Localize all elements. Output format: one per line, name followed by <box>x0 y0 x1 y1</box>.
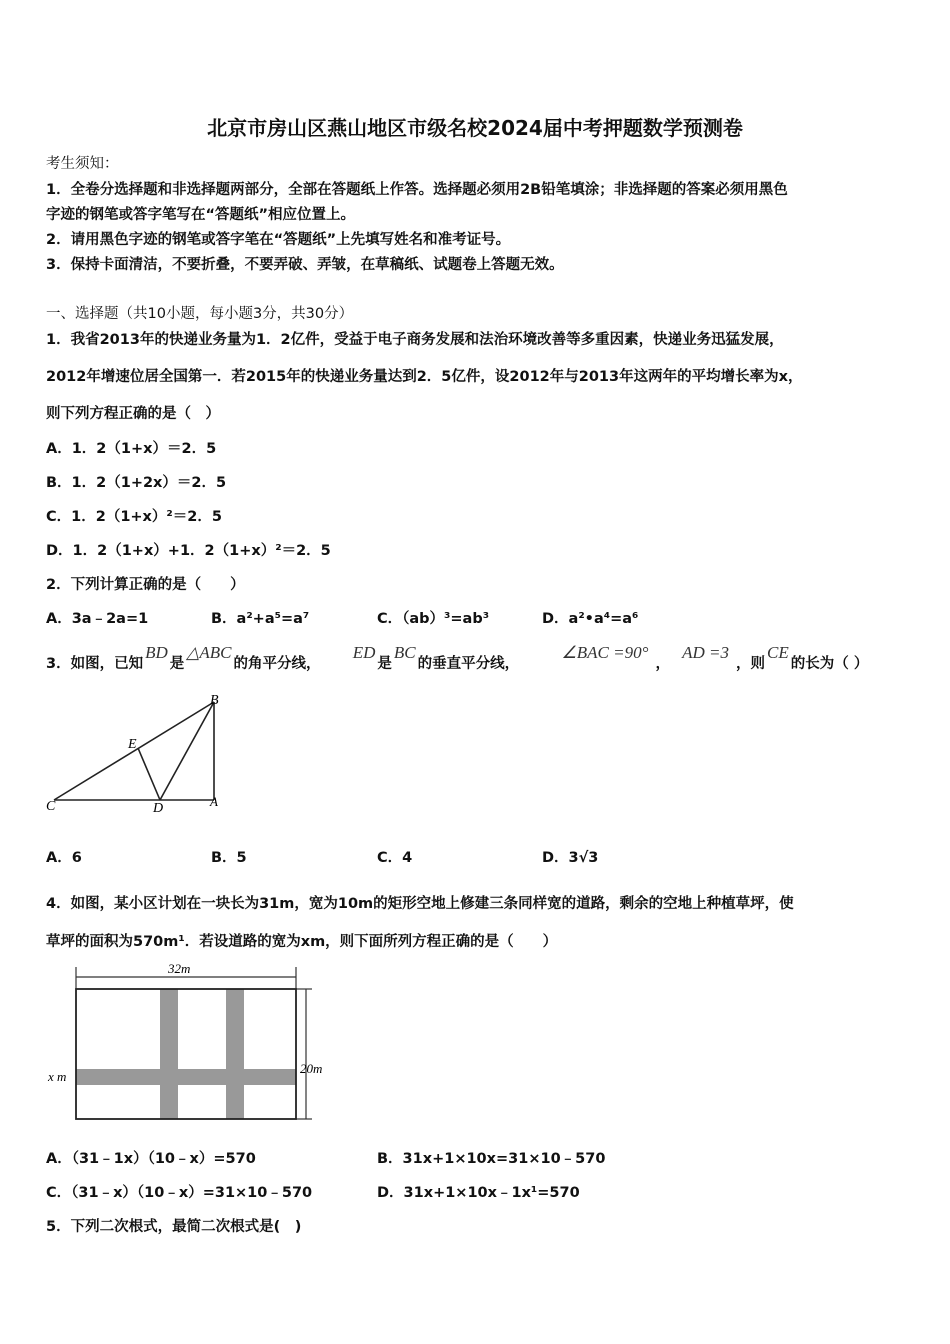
text: 是 <box>377 656 392 672</box>
text: ， <box>655 656 670 672</box>
q1-option-b: B．1．2（1+2x）＝2．5 <box>46 475 227 491</box>
q4-option-d: D．31x+1×10x﹣1x¹=570 <box>377 1185 580 1201</box>
q1-option-d: D．1．2（1+x）+1．2（1+x）²＝2．5 <box>46 543 331 559</box>
math: AD =3 <box>682 643 729 662</box>
math: ED <box>352 643 376 662</box>
q2-option-c: C．（ab）³=ab³ <box>377 611 490 627</box>
q2-option-a: A．3a﹣2a=1 <box>46 611 149 627</box>
q4-option-c: C．（31﹣x）（10﹣x）=31×10﹣570 <box>46 1185 313 1201</box>
text: 的垂直平分线， <box>417 656 520 672</box>
q1-stem: 1．我省2013年的快递业务量为1．2亿件，受益于电子商务发展和法治环境改善等多重因素，快递业务迅猛发展， <box>46 332 784 348</box>
q2-option-b: B．a²+a⁵=a⁷ <box>211 611 310 627</box>
q2-option-d: D．a²•a⁴=a⁶ <box>542 611 639 627</box>
q3-option-b: B．5 <box>211 850 247 866</box>
notice-line: 2．请用黑色字迹的钢笔或答字笔在“答题纸”上先填写姓名和准考证号。 <box>46 232 511 248</box>
q5-stem: 5．下列二次根式，最简二次根式是( ) <box>46 1219 302 1235</box>
q1-option-c: C．1．2（1+x）²＝2．5 <box>46 509 222 525</box>
math: BC <box>393 643 416 662</box>
q4-option-b: B．31x+1×10x=31×10﹣570 <box>377 1151 606 1167</box>
text: 的长为（ ） <box>790 656 869 672</box>
q3-stem <box>46 643 869 673</box>
q4-option-a: A．（31﹣1x）（10﹣x）=570 <box>46 1151 256 1167</box>
label-c: C <box>46 799 56 814</box>
label-a: A <box>210 794 218 809</box>
text: 的角平分线， <box>233 656 321 672</box>
label-b: B <box>210 693 219 708</box>
q3-option-c: C．4 <box>377 850 413 866</box>
math: CE <box>767 643 789 662</box>
q4-stem: 4．如图，某小区计划在一块长为31m，宽为10m的矩形空地上修建三条同样宽的道路，剩余的空地上种植草坪，使 <box>46 896 794 912</box>
q1-stem: 则下列方程正确的是（ ） <box>46 406 220 422</box>
notice-line: 字迹的钢笔或答字笔写在“答题纸”相应位置上。 <box>46 207 356 223</box>
q3-option-d: D．3√3 <box>542 850 599 866</box>
page-title: 北京市房山区燕山地区市级名校2024届中考押题数学预测卷 <box>207 116 743 140</box>
notice-line: 3．保持卡面清洁，不要折叠，不要弄破、弄皱，在草稿纸、试题卷上答题无效。 <box>46 257 564 273</box>
road-width-label: x m <box>48 1069 67 1084</box>
q4-stem: 草坪的面积为570m¹．若设道路的宽为xm，则下面所列方程正确的是（ ） <box>46 934 558 950</box>
notice-heading: 考生须知： <box>46 156 119 172</box>
math: ∠BAC =90° <box>561 643 649 662</box>
text: 3．如图，已知 <box>46 656 144 672</box>
label-d: D <box>153 801 164 816</box>
text: 是 <box>169 656 185 672</box>
q3-option-a: A．6 <box>46 850 82 866</box>
text: ，则 <box>736 656 766 672</box>
rectangle-figure <box>44 955 344 1130</box>
q1-stem: 2012年增速位居全国第一．若2015年的快递业务量达到2．5亿件，设2012年与2013年这两年的平均增长率为x， <box>46 369 803 385</box>
width-label: 32m <box>168 961 191 976</box>
triangle-figure <box>40 690 240 820</box>
section-heading: 一、选择题（共10小题，每小题3分，共30分） <box>46 306 354 322</box>
height-label: 20m <box>300 1061 323 1076</box>
q2-stem: 2．下列计算正确的是（ ） <box>46 577 245 593</box>
math: BD <box>145 643 168 662</box>
q1-option-a: A．1．2（1+x）＝2．5 <box>46 441 217 457</box>
math: △ABC <box>186 643 232 662</box>
label-e: E <box>128 737 137 752</box>
notice-line: 1．全卷分选择题和非选择题两部分，全部在答题纸上作答。选择题必须用2B铅笔填涂；非选择题的答案必须用黑色 <box>46 182 788 198</box>
